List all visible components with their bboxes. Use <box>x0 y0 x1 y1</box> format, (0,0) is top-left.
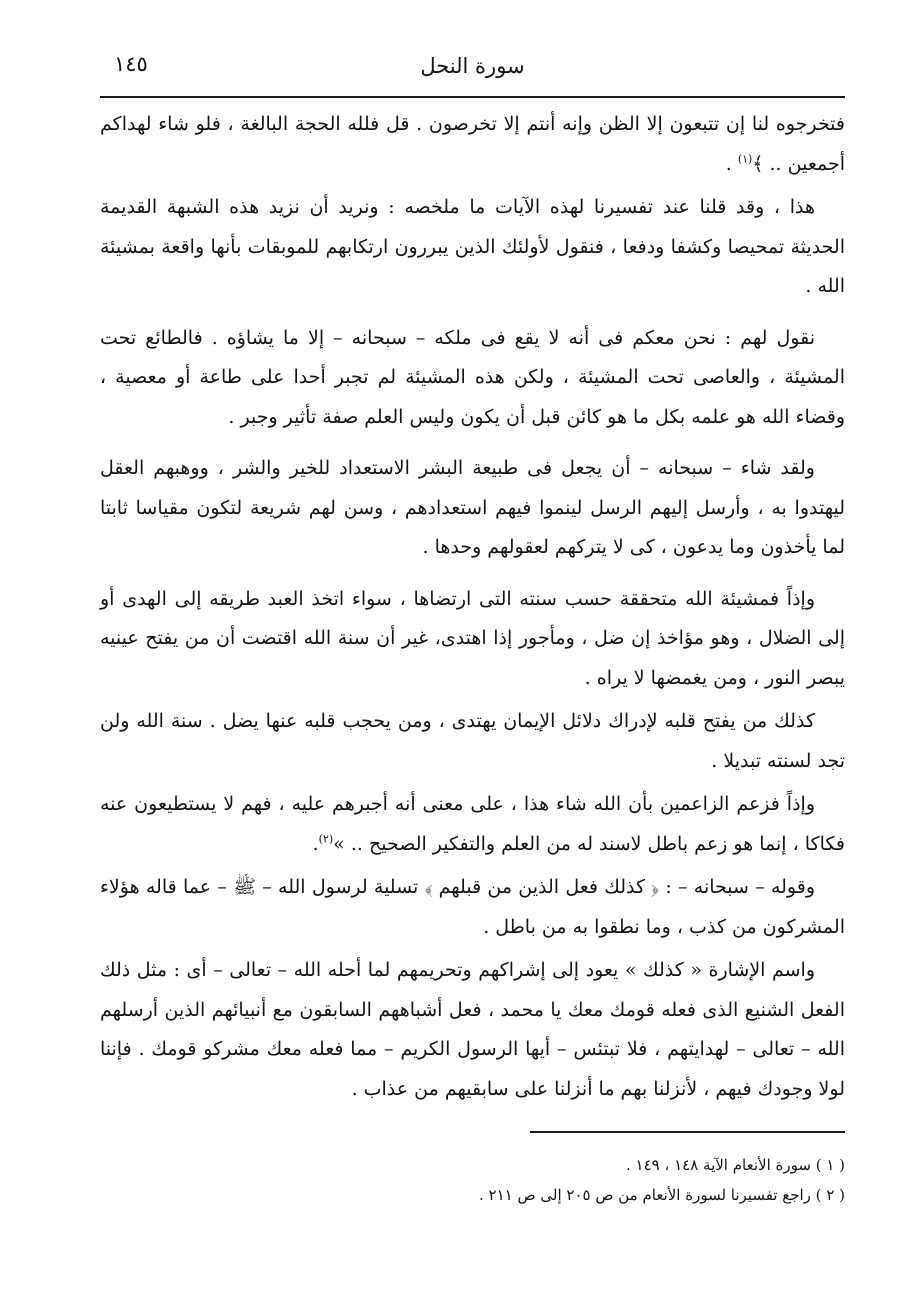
footnote-ref: (٢) <box>318 832 334 846</box>
footnotes <box>100 1150 845 1210</box>
footnote-ref: (١) <box>737 152 753 166</box>
page-number: ١٤٥ <box>114 52 148 76</box>
surah-title: سورة النحل <box>420 54 525 78</box>
paragraph: وإذاً فزعم الزاعمين بأن الله شاء هذا ، على معنى أنه أجبرهم عليه ، فهم لا يستطيعون عنه فكاكا ، إنما هو زعم باطل لاسند له من العلم والتفكير الصحيح .. »$^{(٢)}$. <box>100 793 845 855</box>
paragraph: وقوله – سبحانه – : ﴿ كذلك فعل الذين من قبلهم ﴾ تسلية لرسول الله – ﷺ – عما قاله هؤلاء المشركون من كذب ، وما نطقوا به من باطل . <box>100 876 845 938</box>
footnote-2: ( ٢ ) راجع تفسيرنا لسورة الأنعام من ص ٢٠٥ إلى ص ٢١١ . <box>478 1186 845 1204</box>
footnote-1: ( ١ ) سورة الأنعام الآية ١٤٨ ، ١٤٩ . <box>625 1156 845 1174</box>
paragraph: ولقد شاء – سبحانه – أن يجعل فى طبيعة البشر الاستعداد للخير والشر ، ووهبهم العقل ليهتدوا به ، وأرسل إليهم الرسل لينموا فيهم استعدادهم ، وسن لهم شريعة لتكون مقياسا ثابتا لما يأخذون وما يدعون ، كى لا يتركهم لعقولهم وحدها . <box>100 457 845 558</box>
paragraph: فتخرجوه لنا إن تتبعون إلا الظن وإنه أنتم إلا تخرصون . قل فلله الحجة البالغة ، فلو شاء لهداكم أجمعين .. ﴾$^{(١)}$ . <box>100 113 845 175</box>
page-header <box>100 50 845 94</box>
paragraph: كذلك من يفتح قلبه لإدراك دلائل الإيمان يهتدى ، ومن يحجب قلبه عنها يضل . سنة الله ولن تجد لسنته تبديلا . <box>100 710 845 772</box>
paragraph: واسم الإشارة « كذلك » يعود إلى إشراكهم وتحريمهم لما أحله الله – تعالى – أى : مثل ذلك الفعل الشنيع الذى فعله قومك معك يا محمد ، فعل أشباههم السابقون مع أنبيائهم الذين أرسلهم الله – تعالى – لهدايتهم ، فلا تبتئس – أيها الرسول الكريم – مما فعله معك مشركو قومك . فإننا لولا وجودك فيهم ، لأنزلنا بهم ما أنزلنا على سابقيهم من عذاب . <box>100 959 845 1100</box>
header-rule <box>100 96 845 98</box>
paragraph: نقول لهم : نحن معكم فى أنه لا يقع فى ملكه – سبحانه – إلا ما يشاؤه . فالطائع تحت المشيئة ، والعاصى تحت المشيئة ، ولكن هذه المشيئة لم تجبر أحدا على طاعة أو معصية ، وقضاء الله هو علمه بكل ما هو كائن قبل أن يكون وليس العلم صفة تأثير وجبر . <box>100 326 845 428</box>
footnote-rule <box>530 1131 845 1133</box>
body-text <box>100 105 845 1109</box>
paragraph: هذا ، وقد قلنا عند تفسيرنا لهذه الآيات ما ملخصه : ونريد أن نزيد هذه الشبهة القديمة الحديثة تمحيصا وكشفا ودفعا ، فنقول لأولئك الذين يبررون ارتكابهم للموبقات بأنها واقعة بمشيئة الله . <box>100 196 845 297</box>
paragraph: وإذاً فمشيئة الله متحققة حسب سنته التى ارتضاها ، سواء اتخذ العبد طريقه إلى الهدى أو إلى الضلال ، وهو مؤاخذ إن ضل ، ومأجور إذا اهتدى، غير أن سنة الله اقتضت أن من يفتح عينيه يبصر النور ، ومن يغمضها لا يراه . <box>100 587 845 689</box>
